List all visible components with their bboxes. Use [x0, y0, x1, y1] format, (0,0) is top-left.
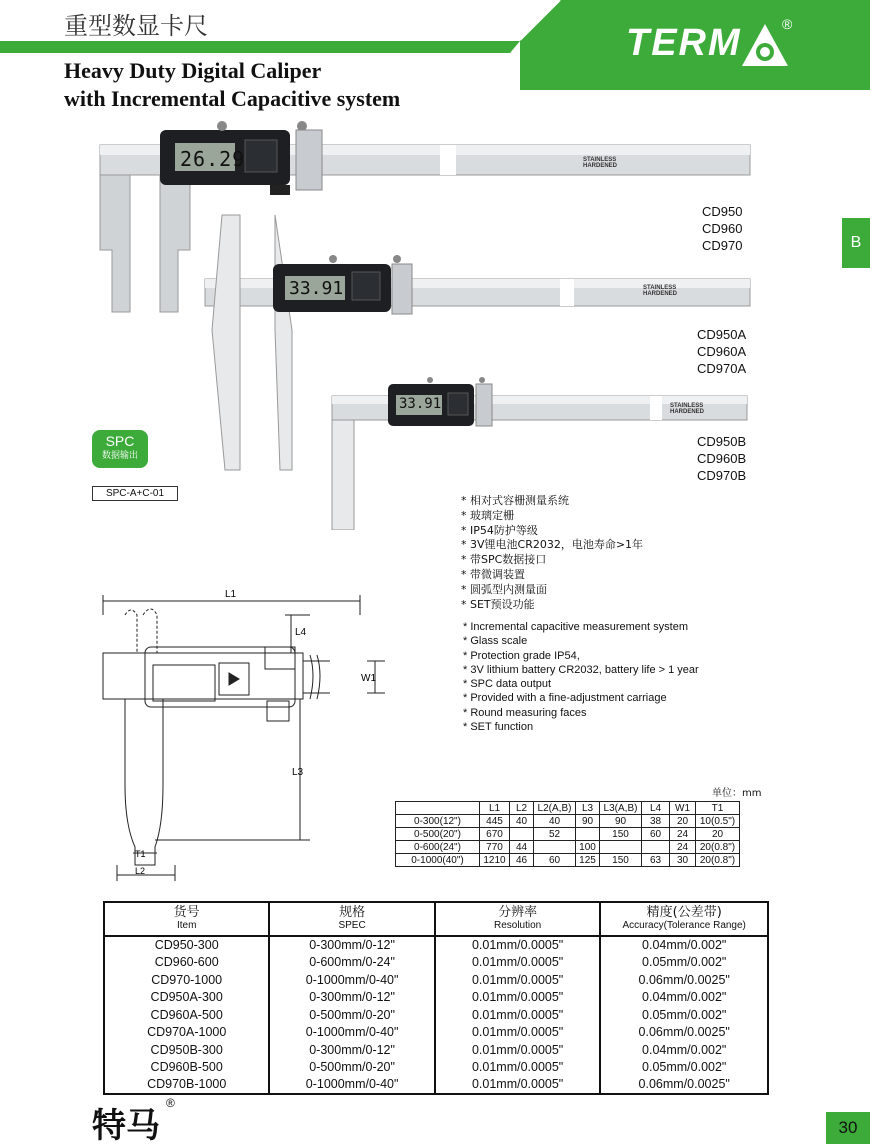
- table-cell: 1210: [480, 854, 510, 867]
- table-cell: 0.05mm/0.002": [600, 1006, 768, 1024]
- caliper-2-scale-text: STAINLESS HARDENED: [643, 285, 678, 297]
- table-cell: 150: [600, 828, 642, 841]
- table-cell: 0-300mm/0-12": [269, 936, 434, 954]
- section-tab: B: [842, 218, 870, 268]
- brand-logo: [520, 0, 870, 90]
- spc-cable-code: SPC-A+C-01: [92, 486, 178, 501]
- table-cell: CD950A-300: [104, 989, 269, 1007]
- product-title-line1: Heavy Duty Digital Caliper: [64, 58, 322, 83]
- table-cell: 20: [670, 815, 696, 828]
- technical-drawing: [95, 585, 385, 885]
- footer-registered-mark: ®: [166, 1096, 175, 1110]
- table-cell: [642, 841, 670, 854]
- table-cell: 63: [642, 854, 670, 867]
- table-row: [396, 828, 740, 841]
- table-cell: [534, 841, 576, 854]
- table-cell: 0-500(20"): [396, 828, 480, 841]
- features-en-list: [463, 620, 699, 734]
- table-cell: 24: [670, 841, 696, 854]
- table-cell: 10(0.5"): [696, 815, 740, 828]
- table-cell: 0-1000(40"): [396, 854, 480, 867]
- table-header-row: [396, 802, 740, 815]
- table-cell: 0-600mm/0-24": [269, 954, 434, 972]
- table-header-cell: W1: [670, 802, 696, 815]
- dimensions-table: [395, 801, 740, 867]
- table-cell: 60: [642, 828, 670, 841]
- table-cell: 0.01mm/0.0005": [435, 1006, 601, 1024]
- table-cell: 0.05mm/0.002": [600, 954, 768, 972]
- spc-badge-sub: 数据输出: [101, 451, 138, 461]
- feature-en-item: * Glass scale: [463, 635, 528, 648]
- table-cell: 0.06mm/0.0025": [600, 971, 768, 989]
- feature-en-item: * 3V lithium battery CR2032, battery life > 1 year: [463, 663, 699, 676]
- page-number: 30: [826, 1112, 870, 1144]
- table-cell: 0.01mm/0.0005": [435, 989, 601, 1007]
- feature-cn-item: * 圆弧型内测量面: [461, 582, 547, 596]
- table-cell: 90: [600, 815, 642, 828]
- header-cn: 规格: [339, 905, 366, 920]
- table-cell: 0.01mm/0.0005": [435, 936, 601, 954]
- table-header-cell: L3: [576, 802, 600, 815]
- table-cell: CD950B-300: [104, 1041, 269, 1059]
- page-title-cn: 重型数显卡尺: [64, 12, 208, 40]
- table-cell: 38: [642, 815, 670, 828]
- table-cell: 0.01mm/0.0005": [435, 971, 601, 989]
- table-cell: CD970-1000: [104, 971, 269, 989]
- model-label: CD950: [702, 204, 743, 219]
- dim-label-w1: W1: [361, 673, 376, 684]
- caliper-2-display: 33.91: [289, 278, 344, 299]
- table-cell: CD950-300: [104, 936, 269, 954]
- table-cell: 0-600(24"): [396, 841, 480, 854]
- caliper-1-scale-text: STAINLESS HARDENED: [583, 157, 618, 169]
- feature-cn-item: * 3V锂电池CR2032，电池寿命>1年: [461, 538, 644, 552]
- table-cell: 0.01mm/0.0005": [435, 1076, 601, 1094]
- table-cell: 670: [480, 828, 510, 841]
- dim-label-l2: L2: [135, 866, 146, 876]
- table-cell: 90: [576, 815, 600, 828]
- table-header-cell: L2: [510, 802, 534, 815]
- table-header-item: [104, 902, 269, 936]
- specification-table: [103, 901, 769, 1095]
- feature-cn-item: * IP54防护等级: [461, 523, 538, 537]
- brand-logo-text: TERM: [626, 22, 742, 64]
- table-cell: 150: [600, 854, 642, 867]
- table-cell: [576, 828, 600, 841]
- table-cell: 0.01mm/0.0005": [435, 1059, 601, 1077]
- model-label: CD950A: [697, 327, 747, 342]
- table-cell: 0-1000mm/0-40": [269, 1024, 434, 1042]
- table-cell: CD960-600: [104, 954, 269, 972]
- table-cell: 0.06mm/0.0025": [600, 1076, 768, 1094]
- table-row: [104, 1024, 768, 1042]
- table-cell: 0-500mm/0-20": [269, 1059, 434, 1077]
- feature-en-item: * SET function: [463, 721, 534, 734]
- model-label: CD970B: [697, 468, 747, 483]
- table-row: [104, 971, 768, 989]
- table-cell: 0-300mm/0-12": [269, 1041, 434, 1059]
- table-cell: 24: [670, 828, 696, 841]
- table-header-cell: L2(A,B): [534, 802, 576, 815]
- table-row: [104, 936, 768, 954]
- model-label: CD960B: [697, 451, 747, 466]
- table-cell: 0-1000mm/0-40": [269, 971, 434, 989]
- table-header-resolution: [435, 902, 601, 936]
- model-label: CD970: [702, 238, 743, 253]
- table-cell: 46: [510, 854, 534, 867]
- feature-en-item: * Round measuring faces: [463, 706, 587, 719]
- table-cell: 52: [534, 828, 576, 841]
- table-cell: CD960B-500: [104, 1059, 269, 1077]
- model-label: CD960A: [697, 344, 747, 359]
- feature-cn-item: * SET预设功能: [461, 597, 535, 611]
- table-cell: 40: [510, 815, 534, 828]
- table-cell: 0-300mm/0-12": [269, 989, 434, 1007]
- table-cell: 20: [696, 828, 740, 841]
- model-label: CD960: [702, 221, 743, 236]
- table-cell: 20(0.8"): [696, 854, 740, 867]
- table-cell: 0.01mm/0.0005": [435, 1024, 601, 1042]
- table-row: [396, 815, 740, 828]
- table-row: [104, 1059, 768, 1077]
- table-cell: CD970A-1000: [104, 1024, 269, 1042]
- table-cell: 0.01mm/0.0005": [435, 1041, 601, 1059]
- table-header-accuracy: [600, 902, 768, 936]
- table-cell: 0.05mm/0.002": [600, 1059, 768, 1077]
- logo-registered-mark: ®: [782, 16, 793, 32]
- table-cell: [510, 828, 534, 841]
- table-header-cell: [396, 802, 480, 815]
- feature-cn-item: * 玻璃定栅: [461, 508, 514, 522]
- table-cell: 40: [534, 815, 576, 828]
- caliper-3-scale-text: STAINLESS HARDENED: [670, 403, 705, 415]
- table-row: [104, 1076, 768, 1094]
- footer-brand-cn: 特马: [92, 1106, 160, 1146]
- table-header-spec: [269, 902, 434, 936]
- table-cell: 770: [480, 841, 510, 854]
- feature-en-item: * Protection grade IP54,: [463, 649, 580, 662]
- table-cell: 125: [576, 854, 600, 867]
- caliper-3-display: 33.91: [399, 396, 442, 412]
- table-cell: 44: [510, 841, 534, 854]
- table-cell: 20(0.8"): [696, 841, 740, 854]
- feature-cn-item: * 带微调装置: [461, 567, 525, 581]
- table-cell: 0.06mm/0.0025": [600, 1024, 768, 1042]
- feature-cn-item: * 带SPC数据接口: [461, 553, 547, 567]
- model-group-3: [697, 433, 746, 484]
- feature-en-item: * Incremental capacitive measurement system: [463, 621, 688, 633]
- table-cell: 0.01mm/0.0005": [435, 954, 601, 972]
- caliper-1-display: 26.29: [180, 147, 246, 171]
- product-title-line2: with Incremental Capacitive system: [64, 86, 401, 111]
- table-cell: 0-1000mm/0-40": [269, 1076, 434, 1094]
- table-cell: 0-300(12"): [396, 815, 480, 828]
- model-group-2: [697, 326, 746, 377]
- model-group-1: [702, 203, 742, 254]
- dim-label-l3: L3: [292, 767, 304, 778]
- header-en: Resolution: [493, 920, 542, 931]
- dim-label-t1: T1: [135, 849, 146, 859]
- table-row: [104, 1006, 768, 1024]
- header-cn: 分辨率: [498, 905, 538, 920]
- table-row: [104, 989, 768, 1007]
- table-cell: CD970B-1000: [104, 1076, 269, 1094]
- feature-en-item: * SPC data output: [463, 678, 552, 691]
- table-row: [396, 854, 740, 867]
- header-en: Item: [176, 920, 197, 931]
- table-header-cell: L4: [642, 802, 670, 815]
- table-cell: CD960A-500: [104, 1006, 269, 1024]
- feature-cn-item: * 相对式容栅测量系统: [461, 494, 569, 507]
- table-cell: 0.04mm/0.002": [600, 936, 768, 954]
- table-cell: 0-500mm/0-20": [269, 1006, 434, 1024]
- table-cell: 60: [534, 854, 576, 867]
- feature-en-item: * Provided with a fine-adjustment carriage: [463, 692, 667, 705]
- table-header-cell: L3(A,B): [600, 802, 642, 815]
- dim-label-l4: L4: [295, 627, 307, 638]
- features-cn-list: [461, 494, 643, 612]
- table-row: [104, 1041, 768, 1059]
- table-cell: 100: [576, 841, 600, 854]
- spc-badge: [92, 430, 148, 468]
- header-cn: 货号: [173, 905, 200, 920]
- spc-badge-label: SPC: [105, 433, 135, 449]
- table-header-row: [104, 902, 768, 936]
- table-cell: 445: [480, 815, 510, 828]
- model-label: CD970A: [697, 361, 747, 376]
- table-row: [396, 841, 740, 854]
- header-cn: 精度(公差带): [646, 905, 722, 920]
- table-cell: 0.04mm/0.002": [600, 1041, 768, 1059]
- table-cell: 30: [670, 854, 696, 867]
- table-header-cell: T1: [696, 802, 740, 815]
- caliper-2-image: [205, 215, 750, 470]
- table-row: [104, 954, 768, 972]
- header-en: Accuracy(Tolerance Range): [622, 920, 746, 931]
- table-header-cell: L1: [480, 802, 510, 815]
- header-en: SPEC: [338, 920, 366, 931]
- model-label: CD950B: [697, 434, 747, 449]
- table-cell: 0.04mm/0.002": [600, 989, 768, 1007]
- dim-label-l1: L1: [225, 589, 237, 600]
- table-cell: [600, 841, 642, 854]
- unit-label: 单位：mm: [712, 788, 762, 799]
